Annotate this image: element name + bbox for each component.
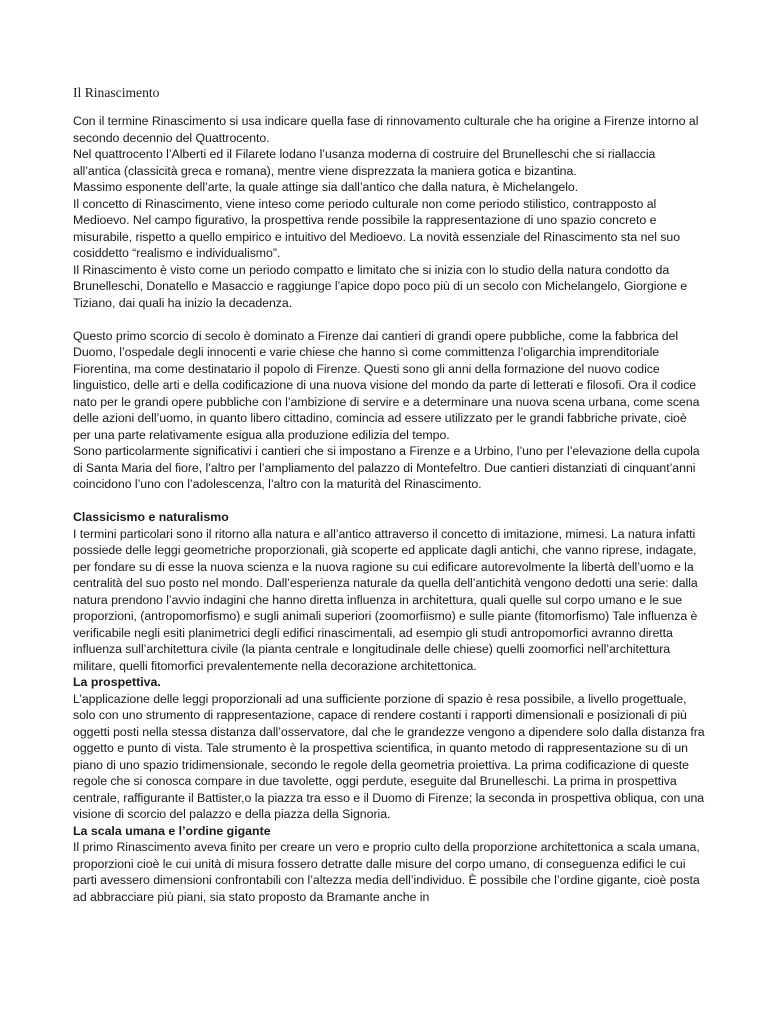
intro-paragraph-5: Il Rinascimento è visto come un periodo compatto e limitato che si inizia con lo studio della natura condotto da Brunelleschi, Donatello e Masaccio e raggiunge l’apice dopo poco più di un secolo con Michelangelo, Giorgione e Tiziano, dai quali ha inizio la decadenza. bbox=[73, 262, 688, 310]
section-text-prospettiva: L’applicazione delle leggi proporzionali ad una sufficiente porzione di spazio è resa possibile, a livello progettuale, solo con uno strumento di rappresentazione, capace di rendere costanti i rapporti dimensionali e posizionali di più oggetti posti nella stessa distanza dall’osservatore, dal che le grandezze vengono a dipendere solo dalla distanza fra oggetto e punto di vista. Tale strumento è la prospettiva scientifica, in quanto metodo di rappresentazione su di un piano di uno spazio tridimensionale, secondo le regole della geometria proiettiva. La prima codificazione di queste regole che si conosca compare in due tavolette, oggi perdute, eseguite dal Brunelleschi. La prima in prospettiva centrale, raffigurante il Battister,o la piazza tra esso e il Duomo di Firenze; la seconda in prospettiva obliqua, con una visione di scorcio del palazzo e della piazza della Signoria. bbox=[73, 691, 705, 821]
intro-paragraph-3: Massimo esponente dell’arte, la quale attinge sia dall’antico che dalla natura, è Michelangelo. bbox=[73, 180, 579, 194]
cantieri-paragraph-2: Sono particolarmente significativi i cantieri che si impostano a Firenze e a Urbino, l’uno per l’elevazione della cupola di Santa Maria del fiore, l’altro per l’ampliamento del palazzo di Montefeltro. Due cantieri distanziati di cinquant’anni coincidono l’uno con l’adolescenza, l’altro con la maturità del Rinascimento. bbox=[73, 444, 700, 491]
section-text-scala-umana: Il primo Rinascimento aveva finito per creare un vero e proprio culto della proporzione architettonica a scala umana, proporzioni cioè le cui unità di misura fossero detratte dalle misure del corpo umano, di conseguenza edifici le cui parti avessero dimensioni confrontabili con l’altezza media dell’individuo. È possibile che l’ordine gigante, cioè posta ad abbracciare più piani, sia stato proposto da Bramante anche in bbox=[73, 840, 700, 904]
paragraph-spacer bbox=[73, 493, 705, 510]
section-text-classicismo: I termini particolari sono il ritorno alla natura e all’antico attraverso il concetto di imitazione, mimesi. La natura infatti possiede delle leggi geometriche proporzionali, già scoperte ed applicate dagli antichi, che vanno riprese, indagate, per fondare su di esse la nuova scienza e la nuova ragione su cui edificare autorevolmente la libertà dell’uomo e la centralità del suo posto nel mondo. Dall’esperienza naturale da quella dell’antichità vengono dedotti una serie: dalla natura prendono l’avvio indagini che hanno diretta influenza in architettura, quali quelle sul corpo umano e le sue proporzioni, (antropomorfismo) e sugli animali superiori (zoomorfiismo) e sulle piante (fitomorfismo) Tale influenza è verificabile negli esiti planimetrici degli edifici rinascimentali, ad esempio gli studi antropomorfici avranno diretta influenza sull’architettura civile (la pianta centrale e longitudinale delle chiese) quelli zoomorfici nell’architettura militare, quelli fitomorfici prevalentemente nella decorazione architettonica. bbox=[73, 526, 698, 673]
cantieri-paragraph-1: Questo primo scorcio di secolo è dominato a Firenze dai cantieri di grandi opere pubbliche, come la fabbrica del Duomo, l’ospedale degli innocenti e varie chiese che hanno sì come committenza l’oligarchia imprenditoriale Fiorentina, ma come destinatario il popolo di Firenze. Questi sono gli anni della formazione del nuovo codice linguistico, delle arti e della codificazione di una nuova visione del mondo da parte di letterati e filosofi. Ora il codice nato per le grandi opere pubbliche con l’ambizione di servire e a determinare una nuova scena urbana, come scena delle azioni dell’uomo, in quanto libero cittadino, comincia ad essere utilizzato per le grandi fabbriche private, cioè per una parte relativamente esigua alla produzione edilizia del tempo. bbox=[73, 328, 700, 442]
section-heading-scala-umana: La scala umana e l’ordine gigante bbox=[73, 823, 271, 838]
paragraph-spacer bbox=[73, 311, 705, 328]
intro-paragraph-4: Il concetto di Rinascimento, viene inteso come periodo culturale non come periodo stilistico, contrapposto al Medioevo. Nel campo figurativo, la prospettiva rende possibile la rappresentazione di uno spazio concreto e misurabile, rispetto a quello empirico e intuitivo del Medioevo. La novità essenziale del Rinascimento sta nel suo cosiddetto “realismo e individualismo”. bbox=[73, 196, 681, 260]
intro-paragraph-1: Con il termine Rinascimento si usa indicare quella fase di rinnovamento culturale che ha origine a Firenze intorno al secondo decennio del Quattrocento. bbox=[73, 114, 699, 145]
document-page bbox=[73, 84, 705, 905]
intro-paragraph-2: Nel quattrocento l’Alberti ed il Filarete lodano l’usanza moderna di costruire del Brunelleschi che si riallaccia all’antica (classicità greca e romana), mentre viene disprezzata la maniera gotica e bizantina. bbox=[73, 147, 656, 178]
document-title: Il Rinascimento bbox=[73, 85, 160, 100]
section-heading-prospettiva: La prospettiva. bbox=[73, 675, 161, 689]
section-heading-classicismo: Classicismo e naturalismo bbox=[73, 510, 229, 524]
